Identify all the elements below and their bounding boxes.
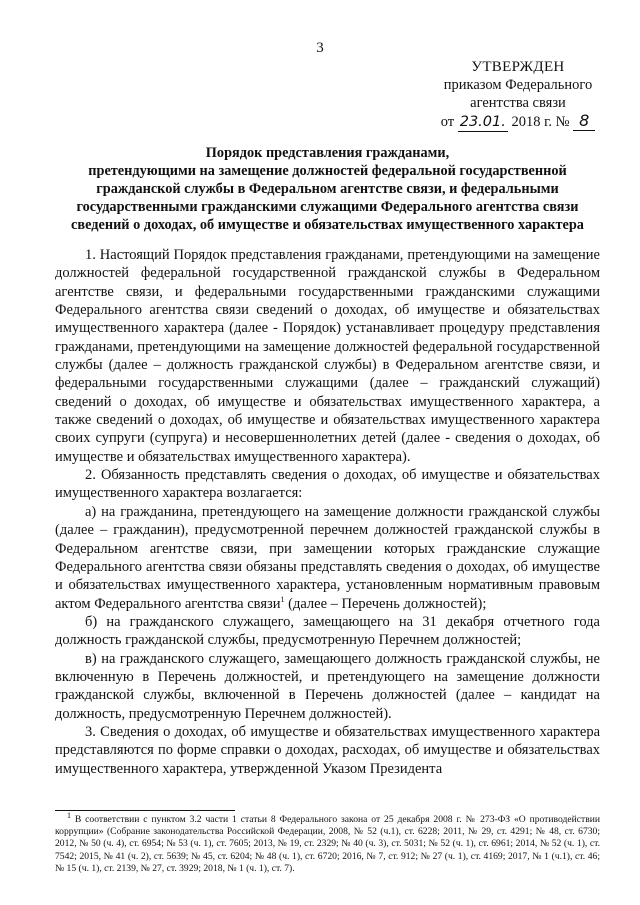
handwritten-date: 23.01. [459,114,506,130]
paragraph-3: 3. Сведения о доходах, об имуществе и обязательствах имущественного характера представляются по форме справки о доходах, расходах, об имуществе и обязательствах имущественного характера, утвержденной Указом Президента [55,723,600,777]
handwritten-order-number: 8 [573,112,595,131]
date-prefix: от [440,114,455,130]
footnote-text [55,810,600,875]
paragraph-2a [55,503,600,613]
title-line-3: гражданской службы в Федеральном агентстве связи, и федеральными [96,181,559,197]
title-line-2: претендующими на замещение должностей федеральной государственной [88,163,567,179]
footnote-mark: 1 [67,810,71,820]
paragraph-1: 1. Настоящий Порядок представления гражданами, претендующими на замещение должностей федеральной государственной гражданской службы в Федеральном агентстве связи, и федеральными государственными гражданскими служащими Федерального агентства связи сведений о доходах, об имуществе и обязательствах имущественного характера (далее - Порядок) устанавливает процедуру представления гражданами, претендующими на замещение должностей федеральной государственной службы (далее – должность гражданской службы) в Федеральном агентстве связи, и федеральными государственными служащими (далее – гражданский служащий) сведений о доходах, об имуществе и обязательствах имущественного характера, а также сведений о доходах, об имуществе и обязательствах имущественного характера своих супруги (супруга) и несовершеннолетних детей (далее - сведения о доходах, об имуществе и обязательствах имущественного характера). [55,247,600,465]
footnote-body: В соответствии с пунктом 3.2 части 1 статьи 8 Федерального закона от 25 декабря 2008 г. № 273-ФЗ «О противодействии коррупции» (Собрание законодательства Российской Федерации, 2008, № 52 (ч.1), ст. 6228; 2011, № 29, ст. 4291; № 48, ст. 6730; 2012, № 50 (ч. 4), ст. 6954; № 53 (ч. 1), ст. 7605; 2013, № 19, ст. 2329; № 40 (ч. 3), ст. 5031; № 52 (ч. 1), ст. 6961; 2014, № 52 (ч. 1), ст. 7542; 2015, № 41 (ч. 2), ст. 5639; № 45, ст. 6204; № 48 (ч. 1), ст. 6720; 2016, № 7, ст. 912; № 27 (ч. 1), ст. 4169; 2017, № 1 (ч.1), ст. 46; № 15 (ч. 1), ст. 2139, № 27, ст. 3929; 2018, № 1 (ч. 1), ст. 7). [55,814,600,874]
footnote [55,810,600,875]
title-line-4: государственными гражданскими служащими Федерального агентства связи [76,199,579,215]
title-line-1: Порядок представления гражданами, [205,145,450,161]
footnote-divider [55,810,235,811]
approval-stamp [418,58,618,132]
footnote-reference: 1 [280,594,285,604]
date-suffix: 2018 г. № [511,114,570,130]
paragraph-2a-end: (далее – Перечень должностей); [284,595,487,612]
document-body [55,246,600,778]
paragraph-2: 2. Обязанность представлять сведения о доходах, об имуществе и обязательствах имущественного характера возлагается: [55,467,600,502]
title-line-5: сведений о доходах, об имуществе и обязательствах имущественного характера [71,217,584,233]
approval-line-1: приказом Федерального [443,77,593,93]
approval-date-line [418,112,618,132]
paragraph-2a-text: а) на гражданина, претендующего на замещение должности гражданской службы (далее – гражданин), предусмотренной перечнем должностей гражданской службы в Федеральном агентстве связи, при замещении которых гражданские служащие Федерального агентства связи обязаны представлять сведения о доходах, об имуществе и обязательствах имущественного характера, установленным нормативным правовым актом Федерального агентства связи [55,503,600,612]
document-title [55,144,600,234]
page-number: 3 [316,40,324,56]
paragraph-2b: б) на гражданского служащего, замещающего на 31 декабря отчетного года должность гражданской службы, предусмотренную Перечнем должностей; [55,613,600,649]
approval-line-2: агентства связи [470,95,566,111]
approved-heading: УТВЕРЖДЕН [471,59,565,75]
paragraph-2c: в) на гражданского служащего, замещающего должность гражданской службы, не включенную в Перечень должностей, и претендующего на замещение должности гражданской службы, включенной в Перечень должностей (далее – кандидат на должность, предусмотренную Перечнем должностей). [55,650,600,722]
